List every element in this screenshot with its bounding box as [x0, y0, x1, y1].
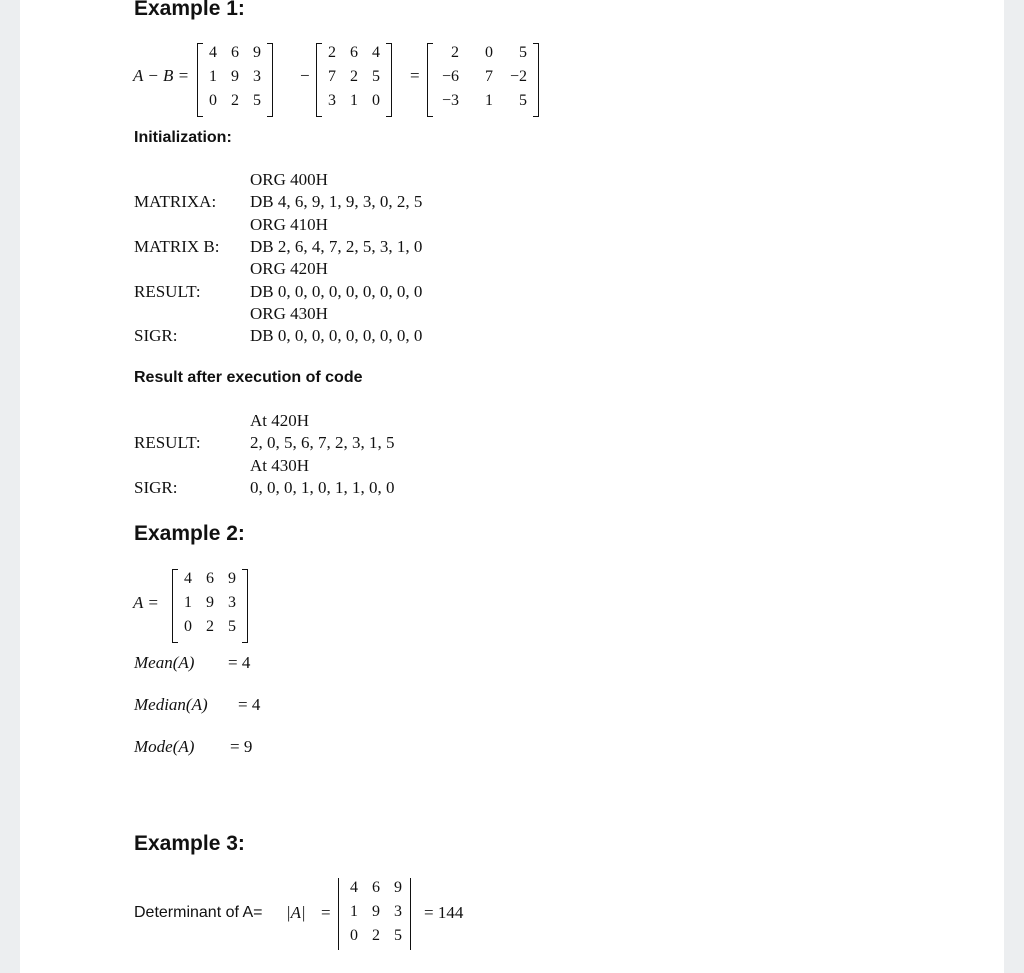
- matrix-result-cell: 5: [519, 92, 527, 109]
- matrix-b: [316, 42, 392, 118]
- result-line-label: SIGR:: [134, 477, 178, 497]
- left-determinant-bar: [338, 878, 339, 950]
- determinant-matrix-cell: 0: [350, 927, 358, 944]
- mode-value: = 9: [230, 737, 253, 756]
- matrix-b-cell: 5: [372, 68, 380, 85]
- determinant-matrix: [338, 877, 414, 953]
- matrix-a-cell: 9: [253, 44, 261, 61]
- initialization-heading: Initialization:: [134, 129, 232, 146]
- init-line-label: RESULT:: [134, 281, 201, 301]
- matrix-b-cell: 2: [350, 68, 358, 85]
- matrix-a-cell: 1: [209, 68, 217, 85]
- matrix-a-example2-cell: 9: [206, 594, 214, 611]
- matrix-a-cell: 2: [231, 92, 239, 109]
- init-line-value: ORG 430H: [250, 303, 328, 323]
- matrix-a-cell: 4: [209, 44, 217, 61]
- matrix-result-cell: 5: [519, 44, 527, 61]
- matrix-a-example2-cell: 2: [206, 618, 214, 635]
- matrix-a-example2-cell: 3: [228, 594, 236, 611]
- init-line-value: ORG 420H: [250, 259, 328, 279]
- example2-heading: Example 2:: [134, 522, 245, 545]
- matrix-a-cell: 9: [231, 68, 239, 85]
- determinant-matrix-cell: 4: [350, 879, 358, 896]
- matrix-a-example2-cell: 0: [184, 618, 192, 635]
- init-line-label: MATRIXA:: [134, 192, 217, 212]
- matrix-result-cell: −2: [509, 68, 527, 85]
- matrix-b-cell: 1: [350, 92, 358, 109]
- median-label: Median(A): [134, 695, 208, 714]
- matrix-result-cell: −6: [441, 68, 459, 85]
- matrix-a-cell: 3: [253, 68, 261, 85]
- init-line-value: ORG 400H: [250, 170, 328, 189]
- matrix-a: [197, 42, 273, 118]
- right-bracket: [242, 569, 248, 643]
- matrix-b-cell: 6: [350, 44, 358, 61]
- matrix-result-cell: 7: [485, 68, 493, 85]
- example2-equation-label: A =: [133, 593, 159, 612]
- matrix-a-cell: 5: [253, 92, 261, 109]
- mode-label: Mode(A): [134, 737, 195, 756]
- matrix-result-cell: 1: [485, 92, 493, 109]
- result-line-label: RESULT:: [134, 433, 201, 453]
- result-line-value: At 430H: [250, 455, 310, 475]
- equals-sign: =: [410, 66, 420, 85]
- init-line-value: DB 0, 0, 0, 0, 0, 0, 0, 0, 0: [250, 281, 423, 301]
- determinant-matrix-cell: 5: [394, 927, 402, 944]
- matrix-b-cell: 7: [328, 68, 336, 85]
- minus-sign: −: [300, 66, 310, 85]
- mean-label: Mean(A): [134, 653, 195, 672]
- right-bracket: [267, 43, 273, 117]
- result-line-value: 2, 0, 5, 6, 7, 2, 3, 1, 5: [250, 433, 395, 453]
- init-line-value: ORG 410H: [250, 214, 328, 234]
- right-bracket: [533, 43, 539, 117]
- determinant-matrix-cell: 9: [394, 879, 402, 896]
- matrix-b-cell: 0: [372, 92, 380, 109]
- example1-equation-label: A − B =: [133, 66, 190, 85]
- result-line-value: At 420H: [250, 411, 310, 430]
- matrix-a-example2-cell: 4: [184, 570, 192, 587]
- left-bracket: [197, 43, 203, 117]
- matrix-a-example2-cell: 6: [206, 570, 214, 587]
- matrix-a-example2: [172, 568, 248, 644]
- abs-a-symbol: |A|: [286, 903, 306, 922]
- determinant-matrix-cell: 6: [372, 879, 380, 896]
- result-heading: Result after execution of code: [134, 369, 363, 386]
- matrix-a-cell: 6: [231, 44, 239, 61]
- determinant-label: Determinant of A=: [134, 904, 263, 921]
- example1-heading: Example 1:: [134, 0, 245, 20]
- left-bracket: [427, 43, 433, 117]
- matrix-result: [427, 42, 539, 118]
- determinant-equals: =: [321, 903, 331, 922]
- matrix-a-example2-cell: 9: [228, 570, 236, 587]
- right-bracket: [386, 43, 392, 117]
- right-determinant-bar: [410, 878, 411, 950]
- matrix-b-cell: 2: [328, 44, 336, 61]
- matrix-b-cell: 4: [372, 44, 380, 61]
- determinant-matrix-cell: 3: [394, 903, 402, 920]
- matrix-a-example2-cell: 5: [228, 618, 236, 635]
- matrix-a-example2-cell: 1: [184, 594, 192, 611]
- determinant-matrix-cell: 1: [350, 903, 358, 920]
- matrix-result-cell: 2: [451, 44, 459, 61]
- determinant-result: = 144: [424, 903, 464, 922]
- example3-heading: Example 3:: [134, 832, 245, 855]
- matrix-result-cell: 0: [485, 44, 493, 61]
- left-bracket: [316, 43, 322, 117]
- determinant-matrix-cell: 9: [372, 903, 380, 920]
- result-line-value: 0, 0, 0, 1, 0, 1, 1, 0, 0: [250, 477, 395, 497]
- init-line-value: DB 2, 6, 4, 7, 2, 5, 3, 1, 0: [250, 236, 423, 256]
- init-line-value: DB 0, 0, 0, 0, 0, 0, 0, 0, 0: [250, 326, 423, 346]
- init-line-label: SIGR:: [134, 326, 178, 346]
- init-line-label: MATRIX B:: [134, 236, 220, 256]
- matrix-a-cell: 0: [209, 92, 217, 109]
- init-line-value: DB 4, 6, 9, 1, 9, 3, 0, 2, 5: [250, 192, 423, 212]
- median-value: = 4: [238, 695, 261, 714]
- left-bracket: [172, 569, 178, 643]
- mean-value: = 4: [228, 653, 251, 672]
- matrix-b-cell: 3: [328, 92, 336, 109]
- document-page: [20, 0, 1004, 973]
- determinant-matrix-cell: 2: [372, 927, 380, 944]
- matrix-result-cell: −3: [441, 92, 459, 109]
